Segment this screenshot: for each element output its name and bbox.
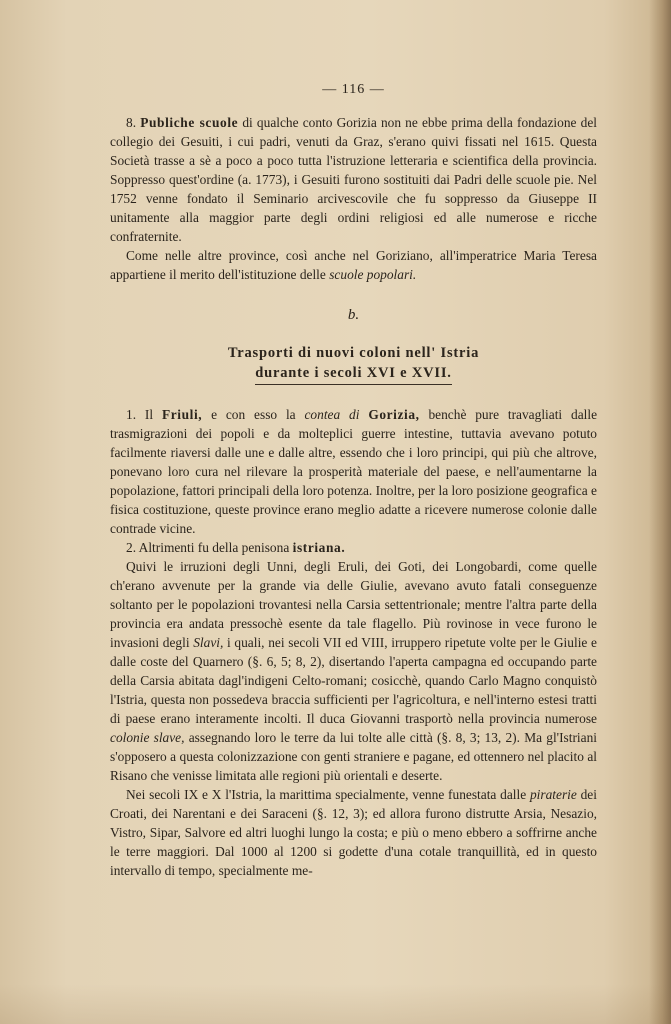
paragraph-publiche-scuole xyxy=(110,113,597,246)
paragraph-number: 8. xyxy=(126,115,137,130)
paragraph-text: dei Croati, dei Narentani e dei Saraceni (§. 12, 3); ed allora furono distrutte Arsia, Nesazio, Vistro, Sipar, Salvore ed altri luoghi lungo la costa; e più o meno ebbero a soffrirne anche le terre maggiori. Dal 1000 al 1200 si godette d'una cotale tranquillità, ed in questo intervallo di tempo, specialmente me- xyxy=(110,787,597,878)
paragraph-text: e con esso la xyxy=(211,407,296,422)
heading-line-2: durante i secoli XVI e XVII. xyxy=(255,363,451,385)
italic-term: piraterie xyxy=(529,787,577,802)
paragraph-text: Quivi le irruzioni degli Unni, degli Eruli, dei Goti, dei Longobardi, come quelle ch'erano avvenute per la grande via delle Giulie, avevano avuto fatali conseguenze soltanto per le popolazioni trovantesi nella Carsia settentrionale; mentre l'altra parte della provincia era andata pressochè esente da tale flagello. Più rovinose in vece furono le invasioni degli xyxy=(110,559,597,650)
page-spine-shadow xyxy=(649,0,671,1024)
bold-term: istriana. xyxy=(292,540,346,555)
paragraph-text: 2. Altrimenti fu della penisona xyxy=(126,540,290,555)
paragraph-maria-teresa xyxy=(110,246,597,284)
heading-line-1: Trasporti di nuovi coloni nell' Istria xyxy=(227,345,480,361)
page-number: — 116 — xyxy=(322,82,385,97)
paragraph-piraterie xyxy=(110,785,597,880)
bold-term: Publiche scuole xyxy=(140,115,239,130)
paragraph-text: benchè pure travagliati dalle trasmigrazioni dei popoli e da molteplici guerre intestine, tuttavia avevano potuto facilmente riaversi dalle une e dalle altre, essendo che i loro principi, qui più che altrove, ponevano loro cura nel rilevare la prosperità materiale del paese, e nell'aumentarne la popolazione, fattori principali della loro potenza. Inoltre, per la loro posizione geografica e fisica costituzione, queste province erano meglio adatte a ricevere numerose colonie dalle contrade vicine. xyxy=(110,407,598,536)
paragraph-irruzioni xyxy=(110,557,597,785)
paragraph-text: di qualche conto Gorizia non ne ebbe prima della fondazione del collegio dei Gesuiti, i cui padri, venuti da Graz, s'erano quivi fissati nel 1615. Questa Società trasse a sè a poco a poco tutta l'istruzione letteraria e scientifica della provincia. Soppresso quest'ordine (a. 1773), i Gesuiti furono sostituiti dai Padri delle scuole pie. Nel 1752 venne fondato il Seminario arcivescovile che fu soppresso da Giuseppe II unitamente alla maggior parte degli ordini religiosi ed alle numerose e ricche confraternite. xyxy=(110,115,597,244)
bold-term: Friuli, xyxy=(161,407,203,422)
bold-term: Gorizia, xyxy=(368,407,420,422)
paragraph-text: Nei secoli IX e X l'Istria, la marittima specialmente, venne funestata dalle xyxy=(126,787,527,802)
text-block xyxy=(110,72,597,880)
section-heading xyxy=(110,343,597,385)
page-bottom-shading xyxy=(0,984,671,1024)
italic-term: colonie slave, xyxy=(110,730,185,745)
italic-term: contea di xyxy=(304,407,360,422)
italic-term: Slavi, xyxy=(193,635,224,650)
paragraph-text: i quali, nei secoli VII ed VIII, irruppero ripetute volte per le Giulie e dalle coste del Quarnero (§. 6, 5; 8, 2), disertando l'aperta campagna ed occupando parte della Carsia abitata dagl'indigeni Celto-romani; cosicchè, quando Carlo Magno conquistò l'Istria, questa non possedeva braccia sufficienti per l'agricoltura, e nell'interno estesi tratti di paese erano interamente incolti. Il duca Giovanni trasportò nella provincia numerose xyxy=(110,635,597,726)
italic-term: scuole popolari. xyxy=(329,267,417,282)
section-letter: b. xyxy=(347,307,360,323)
paragraph-text: assegnando loro le terre da lui tolte alle città (§. 8, 3; 13, 2). Ma gl'Istriani s'opposero a questa colonizzazione con genti straniere e pagane, ed ottennero nel placito al Risano che venisse limitata alle regioni più orientali e deserte. xyxy=(110,730,598,783)
paragraph-friuli xyxy=(110,405,597,538)
paragraph-istriana xyxy=(110,538,597,557)
paragraph-number: 1. Il xyxy=(126,407,154,422)
paragraph-text: Come nelle altre province, così anche nel Goriziano, all'imperatrice Maria Teresa appartiene il merito dell'istituzione delle xyxy=(110,248,597,282)
